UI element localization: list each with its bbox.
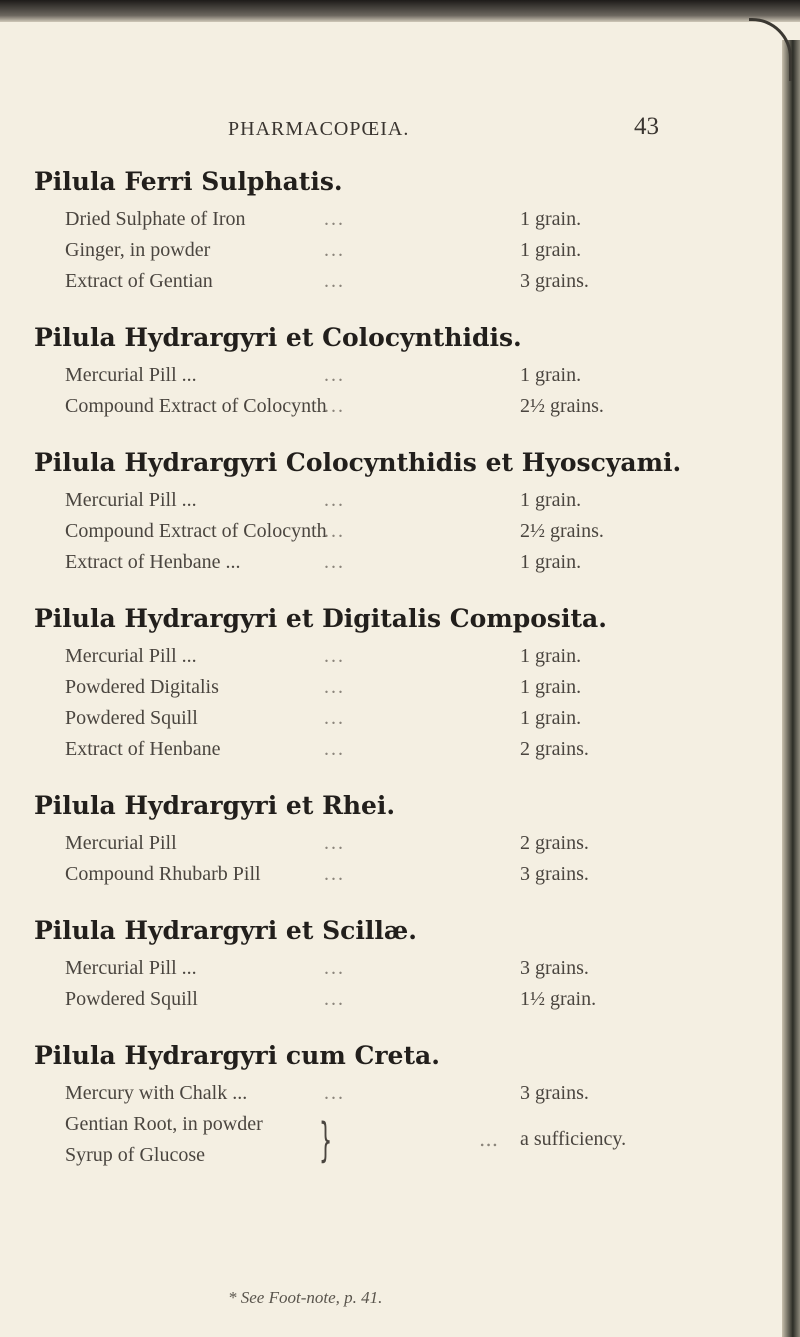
- dot-leader: ...: [324, 707, 345, 729]
- ingredient-name: Powdered Squill: [65, 988, 198, 1010]
- ingredient-row: [34, 641, 754, 672]
- dot-leader: ...: [479, 1127, 499, 1151]
- ingredient-quantity: 1 grain.: [520, 676, 582, 698]
- ingredient-name: Extract of Henbane: [65, 738, 221, 760]
- ingredient-quantity: 1 grain.: [520, 489, 582, 511]
- ingredient-row: [34, 204, 754, 235]
- page-curl-decoration: [749, 18, 792, 81]
- recipe-section: [34, 441, 754, 578]
- ingredient-name: Powdered Squill: [65, 707, 198, 729]
- ingredient-quantity: 3 grains.: [520, 863, 589, 885]
- ingredient-row: [34, 1078, 754, 1109]
- ingredient-name: Ginger, in powder: [65, 239, 211, 261]
- ingredient-quantity: 3 grains.: [520, 957, 589, 979]
- ingredient-row: [34, 266, 754, 297]
- ingredient-quantity: 1 grain.: [520, 551, 582, 573]
- ingredient-quantity: 1 grain.: [520, 364, 582, 386]
- section-title: Pilula Hydrargyri Colocynthidis et Hyoscyami.: [34, 448, 682, 477]
- dot-leader: ...: [324, 208, 345, 230]
- section-title: Pilula Hydrargyri et Rhei.: [34, 791, 396, 820]
- section-title: Pilula Hydrargyri cum Creta.: [34, 1041, 440, 1070]
- section-title: Pilula Ferri Sulphatis.: [34, 167, 343, 196]
- ingredient-row: [34, 391, 754, 422]
- ingredient-row: [34, 828, 754, 859]
- ingredient-row: [34, 516, 754, 547]
- running-title: PHARMACOPŒIA.: [228, 118, 410, 140]
- dot-leader: ...: [324, 270, 345, 292]
- ingredient-quantity: 3 grains.: [520, 1082, 589, 1104]
- ingredient-quantity: 2½ grains.: [520, 520, 604, 542]
- ingredient-name: Syrup of Glucose: [65, 1144, 205, 1166]
- recipe-section: [34, 909, 754, 1015]
- recipe-section: [34, 316, 754, 422]
- dot-leader: ...: [324, 395, 345, 417]
- ingredient-quantity: 1 grain.: [520, 208, 582, 230]
- ingredient-quantity: 1 grain.: [520, 707, 582, 729]
- ingredient-quantity: 2 grains.: [520, 738, 589, 760]
- ingredient-name: Compound Extract of Colocynth: [65, 395, 327, 417]
- ingredient-quantity: 1 grain.: [520, 239, 582, 261]
- ingredient-quantity: 3 grains.: [520, 270, 589, 292]
- dot-leader: ...: [324, 988, 345, 1010]
- ingredient-name: Mercurial Pill ...: [65, 364, 197, 386]
- ingredient-name: Extract of Gentian: [65, 270, 213, 292]
- footnote: * See Foot-note, p. 41.: [228, 1288, 383, 1307]
- ingredient-name: Compound Extract of Colocynth: [65, 520, 327, 542]
- section-title: Pilula Hydrargyri et Colocynthidis.: [34, 323, 522, 352]
- ingredient-name: Dried Sulphate of Iron: [65, 208, 246, 230]
- ingredient-quantity: 1½ grain.: [520, 988, 597, 1010]
- ingredient-row: [34, 734, 754, 765]
- recipe-section: [34, 1034, 754, 1171]
- recipe-section: [34, 597, 754, 765]
- section-title: Pilula Hydrargyri et Scillæ.: [34, 916, 417, 945]
- ingredient-row: [34, 859, 754, 890]
- dot-leader: ...: [324, 364, 345, 386]
- dot-leader: ...: [324, 520, 345, 542]
- ingredient-row: [34, 235, 754, 266]
- ingredient-name: Mercury with Chalk ...: [65, 1082, 248, 1104]
- ingredient-name: Compound Rhubarb Pill: [65, 863, 261, 885]
- ingredient-row: [34, 953, 754, 984]
- dot-leader: ...: [324, 832, 345, 854]
- ingredient-row: [34, 703, 754, 734]
- ingredient-name: Mercurial Pill ...: [65, 489, 197, 511]
- recipe-list: [34, 160, 754, 1190]
- page-number: 43: [634, 113, 659, 140]
- ingredient-row: [34, 1140, 754, 1171]
- ingredient-name: Extract of Henbane ...: [65, 551, 241, 573]
- dot-leader: ...: [324, 489, 345, 511]
- right-brace-icon: }: [319, 1113, 333, 1167]
- recipe-section: [34, 160, 754, 297]
- ingredient-quantity: a sufficiency.: [520, 1128, 627, 1150]
- recipe-section: [34, 784, 754, 890]
- ingredient-quantity: 1 grain.: [520, 645, 582, 667]
- ingredient-name: Mercurial Pill: [65, 832, 177, 854]
- ingredient-row: [34, 547, 754, 578]
- dot-leader: ...: [324, 1082, 345, 1104]
- dot-leader: ...: [324, 239, 345, 261]
- dot-leader: ...: [324, 676, 345, 698]
- ingredient-quantity: 2½ grains.: [520, 395, 604, 417]
- dot-leader: ...: [324, 957, 345, 979]
- braced-ingredient-group: [34, 1109, 754, 1171]
- ingredient-row: [34, 984, 754, 1015]
- ingredient-name: Mercurial Pill ...: [65, 957, 197, 979]
- dot-leader: ...: [324, 738, 345, 760]
- scan-right-edge: [782, 40, 800, 1337]
- dot-leader: ...: [324, 645, 345, 667]
- scan-top-shadow: [0, 0, 800, 22]
- dot-leader: ...: [324, 863, 345, 885]
- ingredient-name: Mercurial Pill ...: [65, 645, 197, 667]
- ingredient-row: [34, 1109, 754, 1140]
- ingredient-row: [34, 672, 754, 703]
- ingredient-quantity: 2 grains.: [520, 832, 589, 854]
- ingredient-name: Powdered Digitalis: [65, 676, 219, 698]
- ingredient-name: Gentian Root, in powder: [65, 1113, 263, 1135]
- ingredient-row: [34, 485, 754, 516]
- section-title: Pilula Hydrargyri et Digitalis Composita.: [34, 604, 607, 633]
- ingredient-row: [34, 360, 754, 391]
- dot-leader: ...: [324, 551, 345, 573]
